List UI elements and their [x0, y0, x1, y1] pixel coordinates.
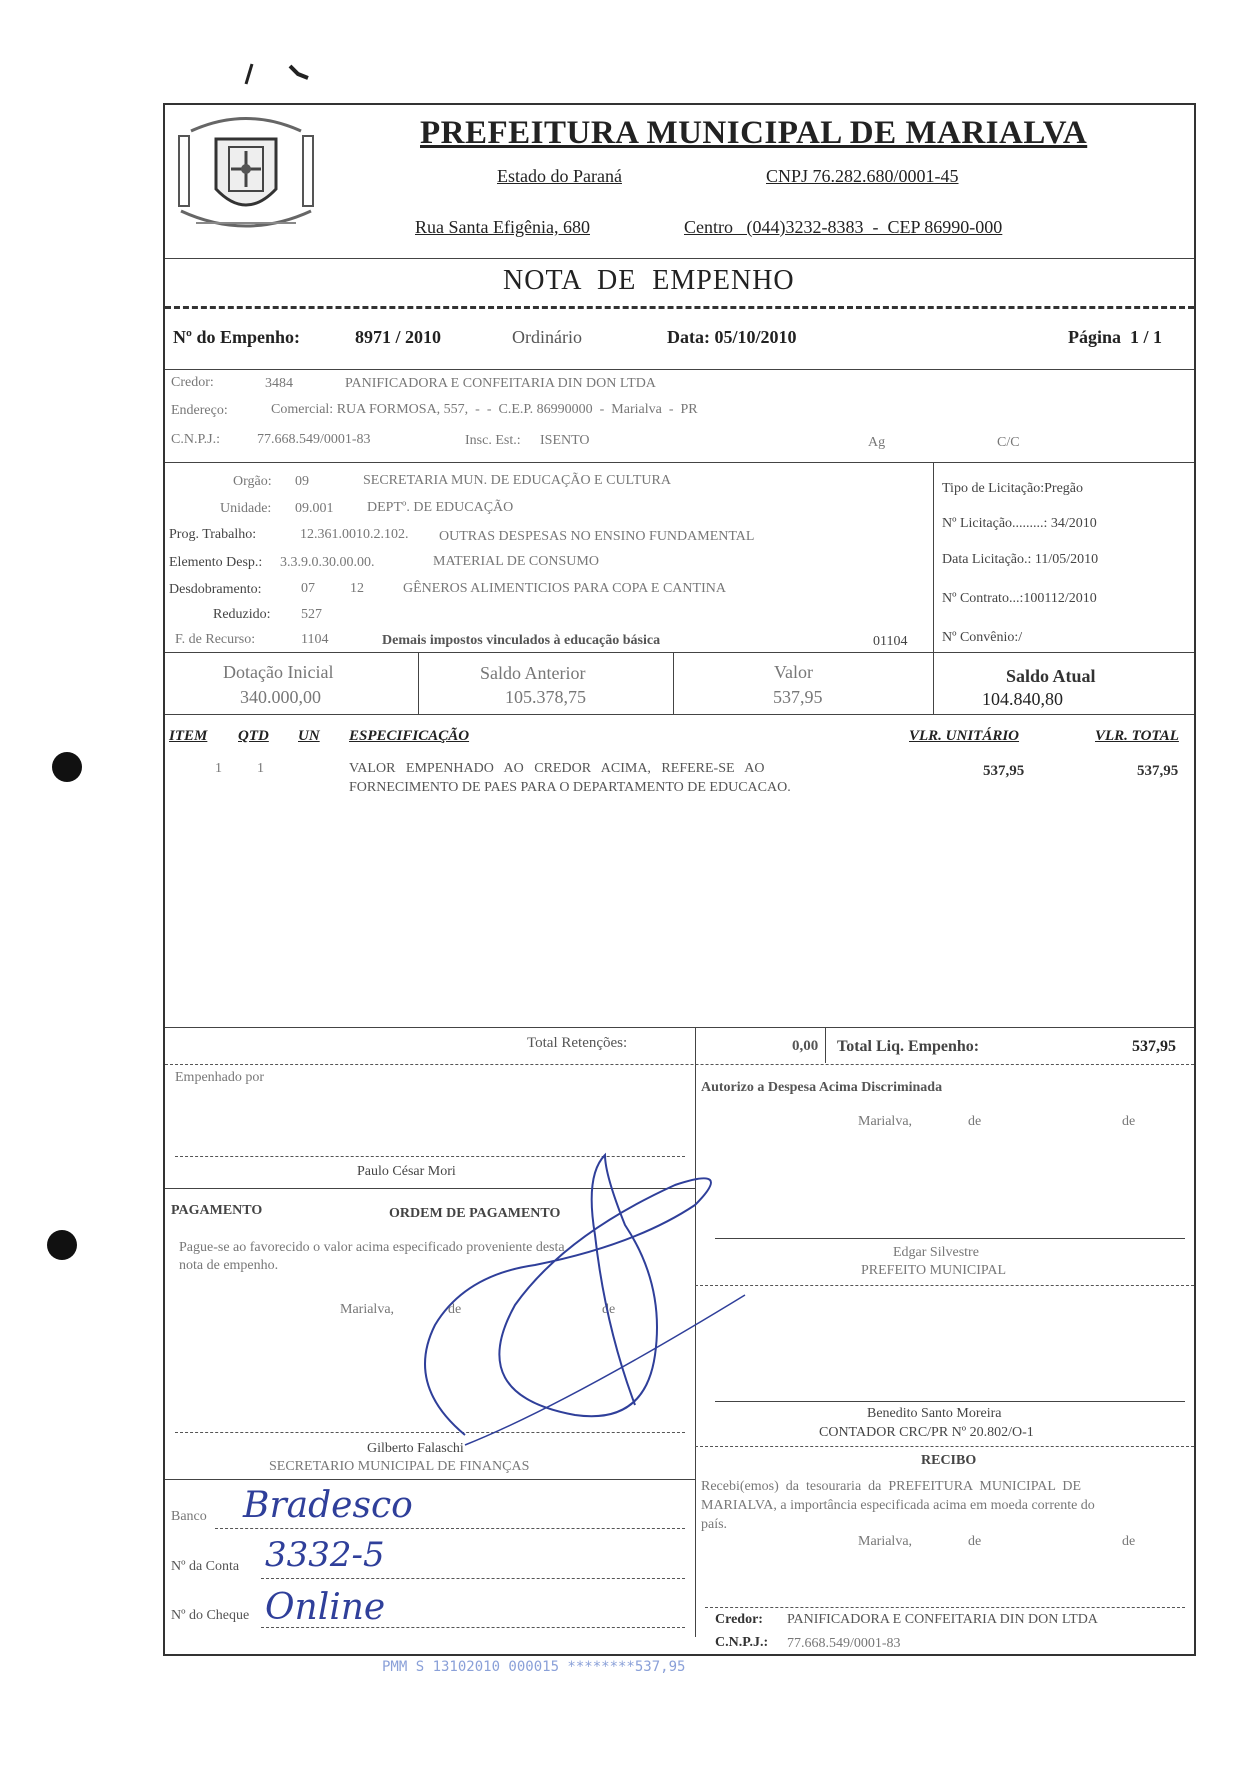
recibo-line1: Recebi(emos) da tesouraria da PREFEITURA MUNICIPAL DE	[701, 1479, 1082, 1494]
cnpj-credor-label: C.N.P.J.:	[171, 432, 221, 447]
saldo-anterior-label: Saldo Anterior	[480, 663, 586, 683]
dotacao-value: 340.000,00	[240, 687, 321, 707]
punch-hole-top	[52, 752, 82, 782]
signature-loop	[315, 1145, 755, 1465]
col-vlr-unitario: VLR. UNITÁRIO	[909, 728, 1020, 744]
cheque-label: Nº do Cheque	[171, 1608, 250, 1623]
unidade-code: 09.001	[295, 501, 334, 516]
desd-label: Desdobramento:	[169, 582, 262, 597]
recibo-line2: MARIALVA, a importância especificada acima em moeda corrente do	[701, 1498, 1095, 1513]
recibo-line3: país.	[701, 1517, 728, 1532]
cnpj-credor-value: 77.668.549/0001-83	[257, 432, 371, 447]
autorizo-local: Marialva,	[858, 1114, 913, 1129]
licitacao-data: Data Licitação.: 11/05/2010	[942, 552, 1099, 567]
recibo-heading: RECIBO	[921, 1453, 977, 1468]
retencoes-label: Total Retenções:	[527, 1035, 628, 1051]
col-item: ITEM	[169, 728, 208, 744]
pagamento-local: Marialva,	[340, 1302, 395, 1317]
item-number: 1	[215, 761, 222, 776]
empenhado-por-label: Empenhado por	[175, 1070, 265, 1085]
insc-value: ISENTO	[540, 433, 590, 448]
recibo-local: Marialva,	[858, 1534, 913, 1549]
recurso-number: 01104	[873, 634, 908, 649]
empenhado-por-nome: Paulo César Mori	[357, 1164, 456, 1179]
col-especificacao: ESPECIFICAÇÃO	[349, 728, 470, 744]
punch-hole-bottom	[47, 1230, 77, 1260]
contador-cargo: CONTADOR CRC/PR Nº 20.802/O-1	[819, 1425, 1034, 1440]
orgao-label: Orgão:	[233, 474, 272, 489]
credor-label: Credor:	[171, 375, 214, 390]
ink-mark	[238, 56, 318, 88]
recurso-label: F. de Recurso:	[175, 632, 256, 647]
cheque-handwriting: Online	[265, 1587, 386, 1628]
cc-label: C/C	[997, 435, 1020, 450]
recurso-code: 1104	[301, 632, 329, 647]
item-qtd: 1	[257, 761, 264, 776]
pague-line1: Pague-se ao favorecido o valor acima especificado proveniente desta	[179, 1240, 565, 1255]
saldo-atual-label: Saldo Atual	[1006, 666, 1096, 686]
saldo-atual-value: 104.840,80	[982, 689, 1063, 709]
elem-value: MATERIAL DE CONSUMO	[433, 554, 599, 569]
valor-label: Valor	[774, 662, 813, 682]
elem-code: 3.3.9.0.30.00.00.	[280, 555, 375, 570]
endereco-label: Endereço:	[171, 403, 228, 418]
empenho-date: Data: 05/10/2010	[667, 327, 797, 347]
empenho-number: 8971 / 2010	[355, 327, 442, 347]
desd-value: GÊNEROS ALIMENTICIOS PARA COPA E CANTINA	[403, 581, 726, 596]
secretario-nome: Gilberto Falaschi	[367, 1441, 464, 1456]
unidade-value: DEPTº. DE EDUCAÇÃO	[367, 500, 514, 515]
item-unit-value: 537,95	[983, 763, 1025, 779]
ordem-pagamento-heading: ORDEM DE PAGAMENTO	[389, 1206, 561, 1221]
col-un: UN	[298, 728, 320, 744]
conta-label: Nº da Conta	[171, 1559, 240, 1574]
liq-empenho-label: Total Liq. Empenho:	[837, 1038, 980, 1055]
autorizo-de2: de	[1122, 1114, 1136, 1129]
autorizo-label: Autorizo a Despesa Acima Discriminada	[701, 1080, 943, 1095]
recibo-credor-value: PANIFICADORA E CONFEITARIA DIN DON LTDA	[787, 1612, 1098, 1627]
reduzido-value: 527	[301, 607, 322, 622]
desd-b: 12	[350, 581, 364, 596]
col-qtd: QTD	[238, 728, 269, 744]
nota-de-empenho-form	[163, 103, 1196, 1656]
dotacao-label: Dotação Inicial	[223, 662, 334, 682]
address-label: Centro (044)3232-8383 - CEP 86990-000	[684, 217, 1003, 237]
pagamento-de2: de	[602, 1302, 616, 1317]
convenio-numero: Nº Convênio:/	[942, 630, 1023, 645]
desd-a: 07	[301, 581, 315, 596]
pagamento-heading: PAGAMENTO	[171, 1203, 263, 1218]
credor-code: 3484	[265, 376, 293, 391]
page-number: Página 1 / 1	[1068, 327, 1163, 347]
contador-nome: Benedito Santo Moreira	[867, 1406, 1002, 1421]
prog-value: OUTRAS DESPESAS NO ENSINO FUNDAMENTAL	[439, 529, 755, 544]
credor-name: PANIFICADORA E CONFEITARIA DIN DON LTDA	[345, 376, 656, 391]
recibo-credor-label: Credor:	[715, 1612, 763, 1627]
ag-label: Ag	[868, 435, 886, 450]
item-desc-line1: VALOR EMPENHADO AO CREDOR ACIMA, REFERE-SE AO	[349, 761, 765, 776]
banco-handwriting: Bradesco	[243, 1485, 413, 1526]
prefeito-nome: Edgar Silvestre	[893, 1245, 979, 1260]
page-title: PREFEITURA MUNICIPAL DE MARIALVA	[420, 115, 1088, 151]
recibo-cnpj-value: 77.668.549/0001-83	[787, 1636, 901, 1651]
banco-label: Banco	[171, 1509, 207, 1524]
empenho-label: Nº do Empenho:	[173, 327, 300, 347]
document-title: NOTA DE EMPENHO	[503, 265, 795, 296]
orgao-value: SECRETARIA MUN. DE EDUCAÇÃO E CULTURA	[363, 473, 671, 488]
unidade-label: Unidade:	[220, 501, 272, 516]
orgao-code: 09	[295, 474, 309, 489]
secretario-cargo: SECRETARIO MUNICIPAL DE FINANÇAS	[269, 1459, 530, 1474]
coat-of-arms-icon	[171, 111, 321, 246]
prog-label: Prog. Trabalho:	[169, 527, 257, 542]
reduzido-label: Reduzido:	[213, 607, 271, 622]
pague-line2: nota de empenho.	[179, 1258, 279, 1273]
item-total-value: 537,95	[1137, 763, 1179, 779]
liq-empenho-value: 537,95	[1132, 1038, 1176, 1055]
insc-label: Insc. Est.:	[465, 433, 521, 448]
item-desc-line2: FORNECIMENTO DE PAES PARA O DEPARTAMENTO DE EDUCACAO.	[349, 780, 791, 795]
empenho-type: Ordinário	[512, 327, 582, 347]
prog-code: 12.361.0010.2.102.	[300, 527, 409, 542]
recibo-de2: de	[1122, 1534, 1136, 1549]
elem-label: Elemento Desp.:	[169, 555, 263, 570]
recibo-de1: de	[968, 1534, 982, 1549]
authentication-stamp: PMM S 13102010 000015 ********537,95	[382, 1659, 686, 1675]
licitacao-tipo: Tipo de Licitação:Pregão	[942, 481, 1084, 496]
recibo-cnpj-label: C.N.P.J.:	[715, 1635, 769, 1650]
prefeito-cargo: PREFEITO MUNICIPAL	[861, 1263, 1007, 1278]
retencoes-value: 0,00	[792, 1038, 819, 1054]
contrato-numero: Nº Contrato...:100112/2010	[942, 591, 1097, 606]
state-label: Estado do Paraná	[497, 166, 622, 186]
col-vlr-total: VLR. TOTAL	[1095, 728, 1179, 744]
street-label: Rua Santa Efigênia, 680	[415, 217, 590, 237]
conta-handwriting: 3332-5	[265, 1535, 385, 1575]
endereco-value: Comercial: RUA FORMOSA, 557, - - C.E.P. 86990000 - Marialva - PR	[271, 402, 698, 417]
saldo-anterior-value: 105.378,75	[505, 687, 586, 707]
autorizo-de1: de	[968, 1114, 982, 1129]
licitacao-numero: Nº Licitação.........: 34/2010	[942, 516, 1097, 531]
recurso-value: Demais impostos vinculados à educação básica	[382, 633, 661, 648]
cnpj-label: CNPJ 76.282.680/0001-45	[766, 166, 959, 186]
pagamento-de1: de	[448, 1302, 462, 1317]
valor-value: 537,95	[773, 687, 823, 707]
